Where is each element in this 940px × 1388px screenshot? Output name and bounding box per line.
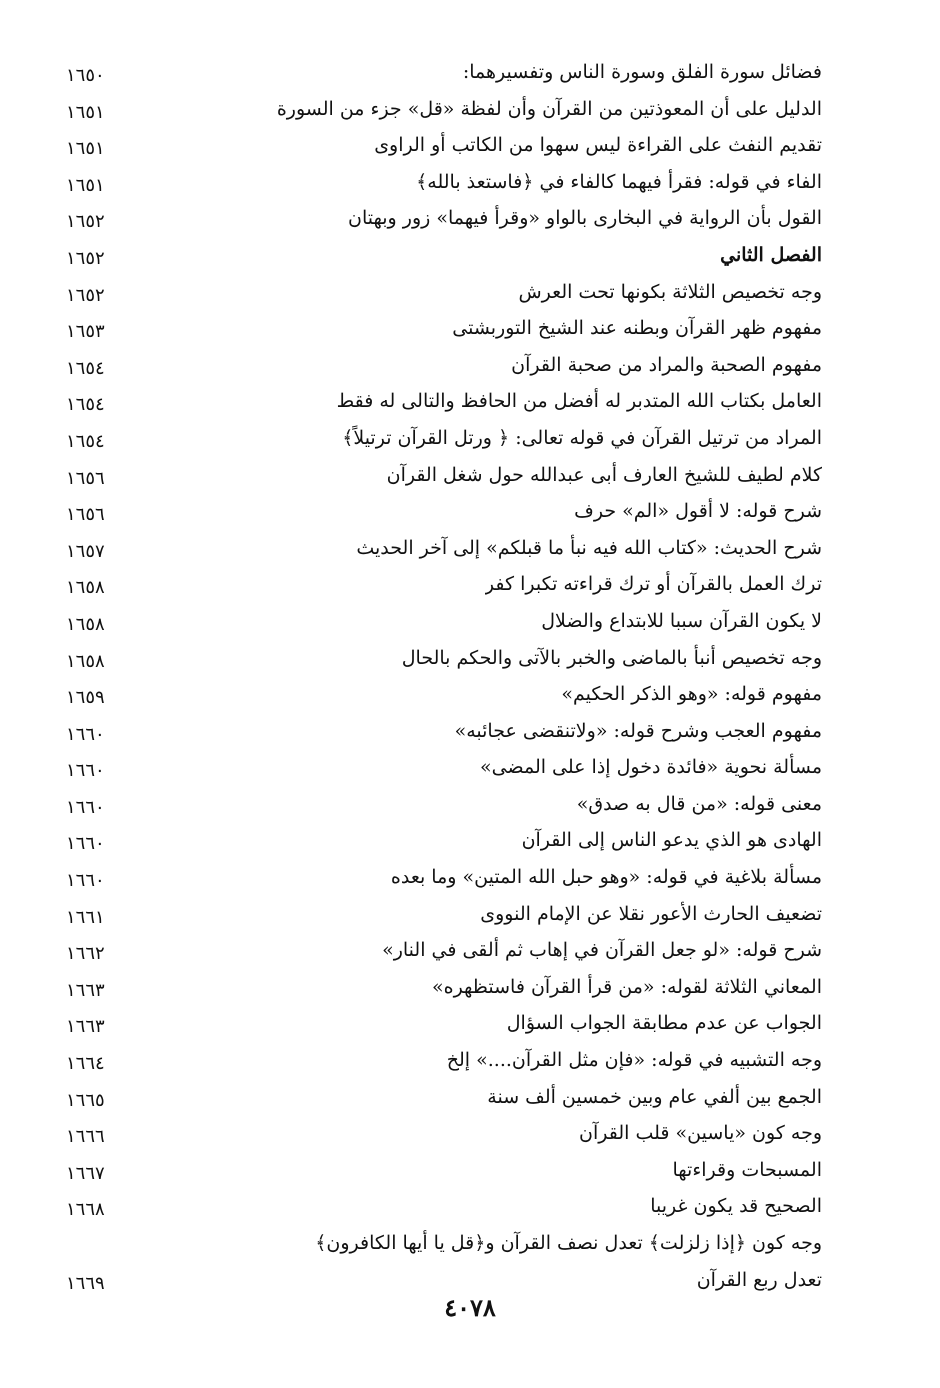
toc-entry (0, 786, 940, 823)
toc-entry (0, 676, 940, 713)
toc-entry-page: ١٦٥٨ (66, 650, 105, 672)
toc-entry-page: ١٦٦٦ (66, 1126, 105, 1148)
toc-entry-page: ١٦٥٢ (66, 284, 105, 306)
toc-entry-title: الصحيح قد يكون غريبا (650, 1195, 822, 1218)
toc-entry-title: مفهوم الصحبة والمراد من صحبة القرآن (511, 353, 822, 376)
toc-entry-page: ١٦٥١ (66, 138, 105, 160)
toc-entry-page: ١٦٥٦ (66, 504, 105, 526)
toc-entry (0, 896, 940, 933)
toc-entry-title: فضائل سورة الفلق وسورة الناس وتفسيرهما: (462, 61, 822, 83)
toc-entry-title: شرح قوله: «لو جعل القرآن في إهاب ثم ألقى في النار» (382, 939, 822, 962)
toc-entry (0, 200, 940, 237)
toc-entry-page: ١٦٦٢ (66, 943, 105, 965)
toc-entry-page: ١٦٥٩ (66, 687, 105, 709)
toc-entry-title: المسبحات وقراءتها (672, 1158, 822, 1181)
toc-entry-page: ١٦٦٥ (66, 1089, 105, 1111)
toc-entry-page: ١٦٦٠ (66, 760, 105, 782)
toc-entry-page: ١٦٦٣ (66, 979, 105, 1001)
toc-entry-title: وجه كون «ياسين» قلب القرآن (579, 1122, 822, 1145)
toc-entry-title: المعاني الثلاثة لقوله: «من قرأ القرآن فاستظهره» (431, 975, 822, 998)
toc-entry (0, 640, 940, 677)
toc-entry-title: لا يكون القرآن سببا للابتداع والضلال (541, 609, 822, 632)
toc-entry (0, 127, 940, 164)
toc-entry-title: مفهوم العجب وشرح قوله: «ولاتنقضى عجائبه» (454, 719, 822, 742)
toc-entry-page: ١٦٦٠ (66, 833, 105, 855)
table-of-contents (0, 54, 940, 1298)
toc-entry-title: الهادى هو الذي يدعو الناس إلى القرآن (521, 829, 822, 852)
toc-entry-page: ١٦٥٤ (66, 430, 105, 452)
toc-entry (0, 749, 940, 786)
toc-entry-title: الجواب عن عدم مطابقة الجواب السؤال (506, 1012, 822, 1035)
toc-entry-title: تضعيف الحارث الأعور نقلا عن الإمام النووى (480, 902, 822, 925)
toc-entry-page: ١٦٥١ (66, 174, 105, 196)
toc-entry-title: القول بأن الرواية في البخارى بالواو «وقرأ فيهما» زور وبهتان (348, 207, 822, 230)
toc-entry-page: ١٦٦١ (66, 906, 105, 928)
toc-entry-title: العامل بكتاب الله المتدبر له أفضل من الحافظ والتالى له فقط (336, 390, 822, 413)
toc-entry (0, 1225, 940, 1262)
toc-entry-page: ١٦٦٠ (66, 796, 105, 818)
toc-entry (0, 713, 940, 750)
toc-entry (0, 566, 940, 603)
toc-entry-title: الجمع بين ألفي عام وبين خمسين ألف سنة (487, 1085, 822, 1108)
toc-entry-title: شرح الحديث: «كتاب الله فيه نبأ ما قبلكم» إلى آخر الحديث (356, 536, 822, 559)
toc-entry-title: وجه تخصيص أنبأ بالماضى والخبر بالآتى والحكم بالحال (401, 646, 822, 669)
toc-entry (0, 1042, 940, 1079)
toc-entry-page: ١٦٦٨ (66, 1199, 105, 1221)
toc-entry (0, 1188, 940, 1225)
toc-entry-page: ١٦٥١ (66, 101, 105, 123)
toc-entry-page: ١٦٥٧ (66, 540, 105, 562)
section-heading: الفصل الثاني (720, 243, 822, 266)
toc-entry-page: ١٦٥٤ (66, 394, 105, 416)
toc-entry (0, 54, 940, 91)
toc-entry (0, 969, 940, 1006)
toc-entry-title: مسألة نحوية «فائدة دخول إذا على المضى» (480, 756, 822, 779)
toc-entry-title: وجه تخصيص الثلاثة بكونها تحت العرش (518, 280, 822, 303)
toc-entry-title: الدليل على أن المعوذتين من القرآن وأن لفظة «قل» جزء من السورة (276, 97, 822, 120)
toc-entry-title: وجه التشبيه في قوله: «فإن مثل القرآن....» إلخ (446, 1049, 822, 1072)
toc-entry (0, 347, 940, 384)
toc-entry-page: ١٦٥٣ (66, 321, 105, 343)
toc-entry (0, 237, 940, 274)
toc-entry (0, 530, 940, 567)
toc-entry (0, 822, 940, 859)
toc-entry-page: ١٦٦٩ (66, 1272, 105, 1294)
toc-entry-page: ١٦٦٧ (66, 1162, 105, 1184)
toc-entry-title: مسألة بلاغية في قوله: «وهو حبل الله المتين» وما بعده (390, 866, 822, 889)
toc-entry-page: ١٦٦٠ (66, 723, 105, 745)
toc-entry-page: ١٦٥٨ (66, 613, 105, 635)
toc-entry-title: ترك العمل بالقرآن أو ترك قراءته تكبرا كفر (484, 573, 822, 596)
toc-entry (0, 457, 940, 494)
toc-entry-page: ١٦٦٤ (66, 1053, 105, 1075)
toc-entry (0, 164, 940, 201)
toc-entry (0, 274, 940, 311)
toc-entry (0, 1005, 940, 1042)
toc-entry (0, 1152, 940, 1189)
toc-entry (0, 932, 940, 969)
toc-entry-page: ١٦٥٨ (66, 577, 105, 599)
toc-entry-title: الفاء في قوله: فقرأ فيهما كالفاء في ﴿فاستعذ بالله﴾ (416, 170, 822, 193)
toc-entry (0, 859, 940, 896)
toc-entry-page: ١٦٥٢ (66, 247, 105, 269)
toc-entry-page: ١٦٥٤ (66, 357, 105, 379)
toc-entry-title: شرح قوله: لا أقول «الم» حرف (574, 500, 822, 523)
toc-entry (0, 310, 940, 347)
page-number: ٤٠٧٨ (444, 1293, 496, 1322)
toc-entry-page: ١٦٦٠ (66, 870, 105, 892)
toc-entry-page: ١٦٥٠ (66, 65, 105, 86)
toc-entry (0, 603, 940, 640)
toc-entry-page: ١٦٦٣ (66, 1016, 105, 1038)
toc-entry-title: المراد من ترتيل القرآن في قوله تعالى: ﴿ ورتل القرآن ترتيلاً﴾ (342, 426, 822, 449)
toc-entry-title: مفهوم قوله: «وهو الذكر الحكيم» (561, 683, 822, 706)
toc-entry (0, 91, 940, 128)
toc-entry-title: تعدل ربع القرآن (696, 1268, 822, 1291)
toc-entry (0, 1115, 940, 1152)
toc-entry-title: وجه كون ﴿إذا زلزلت﴾ تعدل نصف القرآن و﴿قل يا أيها الكافرون﴾ (315, 1232, 822, 1254)
toc-entry-title: معنى قوله: «من قال به صدق» (576, 792, 822, 815)
toc-entry-title: مفهوم ظهر القرآن وبطنه عند الشيخ التوربشتى (452, 317, 822, 340)
toc-entry-title: كلام لطيف للشيخ العارف أبى عبدالله حول شغل القرآن (386, 463, 822, 486)
toc-entry (0, 383, 940, 420)
toc-entry (0, 420, 940, 457)
toc-entry (0, 493, 940, 530)
toc-entry-page: ١٦٥٦ (66, 467, 105, 489)
toc-entry-page: ١٦٥٢ (66, 211, 105, 233)
toc-entry-title: تقديم النفث على القراءة ليس سهوا من الكاتب أو الراوى (374, 134, 822, 157)
toc-entry (0, 1079, 940, 1116)
